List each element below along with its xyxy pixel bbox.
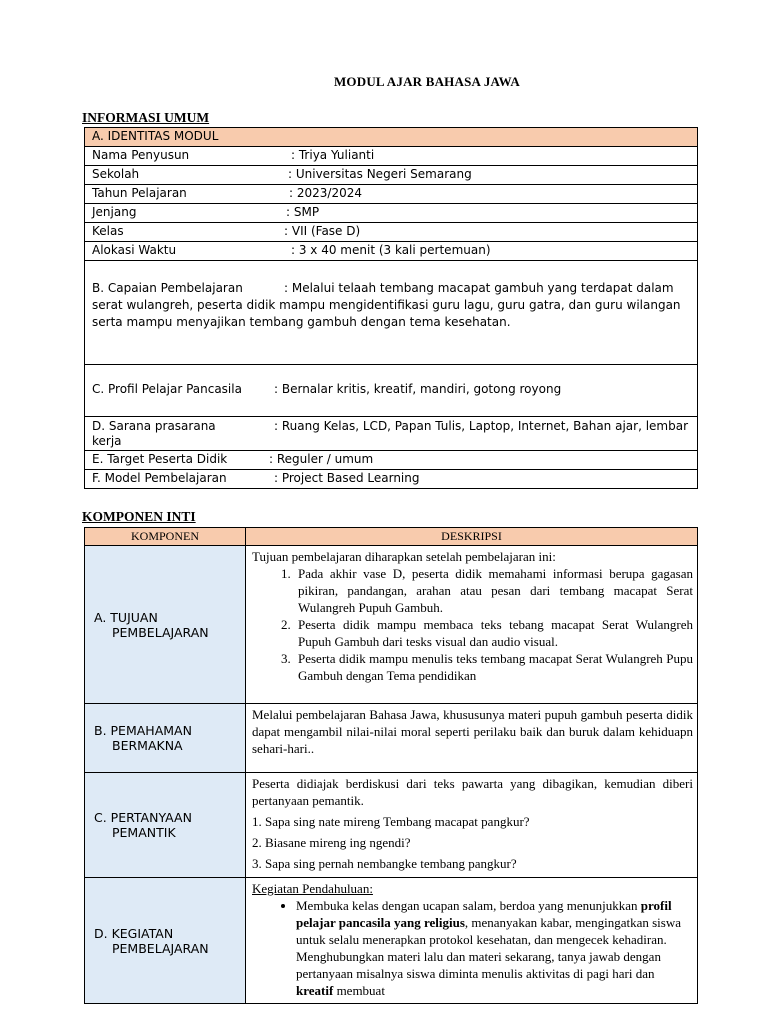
row-jenjang xyxy=(85,204,698,223)
kegiatan-list xyxy=(252,897,693,999)
tujuan-intro: Tujuan pembelajaran diharapkan setelah pembelajaran ini: xyxy=(252,549,556,564)
kegiatan-item xyxy=(296,897,693,999)
kegiatan-subtitle: Kegiatan Pendahuluan: xyxy=(252,881,373,896)
kegiatan-text-1: Membuka kelas dengan ucapan salam, berdoa yang menunjukkan xyxy=(296,898,641,913)
text-target: : Reguler / umum xyxy=(269,452,374,466)
tujuan-label-line2: PEMBELAJARAN xyxy=(112,624,209,640)
label-pertanyaan-pemantik xyxy=(85,773,246,878)
deskripsi-pemahaman xyxy=(246,704,698,773)
deskripsi-tujuan xyxy=(246,546,698,704)
section-informasi-umum-heading: INFORMASI UMUM xyxy=(82,110,210,125)
pertanyaan-item: 2. Biasane mireng ing ngendi? xyxy=(252,835,411,850)
label-target: E. Target Peserta Didik xyxy=(92,452,228,466)
label-profil: C. Profil Pelajar Pancasila xyxy=(92,382,242,396)
row-kelas xyxy=(85,223,698,242)
value-alokasi-waktu: : 3 x 40 menit (3 kali pertemuan) xyxy=(291,243,491,257)
pertanyaan-label-line1: C. PERTANYAAN xyxy=(94,810,192,825)
row-nama-penyusun xyxy=(85,147,698,166)
col-header-deskripsi: DESKRIPSI xyxy=(246,528,698,546)
kegiatan-label-line2: PEMBELAJARAN xyxy=(112,940,209,956)
value-tahun-pelajaran: : 2023/2024 xyxy=(289,186,362,200)
kegiatan-text-3: membuat xyxy=(333,983,385,998)
label-capaian: B. Capaian Pembelajaran xyxy=(92,281,243,295)
identitas-header: A. IDENTITAS MODUL xyxy=(85,128,698,147)
label-alokasi-waktu: Alokasi Waktu xyxy=(92,243,177,257)
pertanyaan-item: 3. Sapa sing pernah nembangke tembang pangkur? xyxy=(252,856,517,871)
identitas-modul-table xyxy=(84,127,698,489)
row-profil-pelajar xyxy=(85,365,698,417)
kegiatan-bold-2: kreatif xyxy=(296,983,334,998)
label-model: F. Model Pembelajaran xyxy=(92,471,227,485)
deskripsi-kegiatan xyxy=(246,878,698,1004)
tujuan-label-line1: A. TUJUAN xyxy=(94,609,158,625)
tujuan-list xyxy=(252,565,693,684)
value-nama-penyusun: : Triya Yulianti xyxy=(291,148,375,162)
pemahaman-label-line1: B. PEMAHAMAN xyxy=(94,723,192,738)
kegiatan-label-line1: D. KEGIATAN xyxy=(94,925,174,941)
pertanyaan-item: 1. Sapa sing nate mireng Tembang macapat pangkur? xyxy=(252,814,530,829)
label-tujuan-pembelajaran xyxy=(85,546,246,704)
row-model-pembelajaran xyxy=(85,470,698,489)
row-sarana-prasarana xyxy=(85,417,698,451)
document-title: MODUL AJAR BAHASA JAWA xyxy=(333,74,521,89)
row-sekolah xyxy=(85,166,698,185)
label-pemahaman-bermakna xyxy=(85,704,246,773)
text-sarana: : Ruang Kelas, LCD, Papan Tulis, Laptop, Internet, Bahan ajar, lembar kerja xyxy=(92,419,689,448)
pemahaman-label-line2: BERMAKNA xyxy=(112,738,183,753)
label-sekolah: Sekolah xyxy=(92,167,140,181)
pertanyaan-intro: Peserta didiajak berdiskusi dari teks pawarta yang dibagikan, kemudian diberi pertanyaan pemantik. xyxy=(252,776,693,808)
komponen-inti-table xyxy=(84,527,698,1004)
label-nama-penyusun: Nama Penyusun xyxy=(92,148,190,162)
col-header-komponen: KOMPONEN xyxy=(85,528,246,546)
value-kelas: : VII (Fase D) xyxy=(284,224,361,238)
label-kegiatan-pembelajaran xyxy=(85,878,246,1004)
tujuan-item: 1. Pada akhir vase D, peserta didik memahami informasi berupa gagasan pikiran, pandangan, arahan atau pesan dari tembang macapat Serat Wulangreh Pupuh Gambuh. xyxy=(294,565,693,616)
value-jenjang: : SMP xyxy=(286,205,320,219)
tujuan-item: 3. Peserta didik mampu menulis teks tembang macapat Serat Wulangreh Pupu Gambuh dengan Tema pendidikan xyxy=(294,650,693,684)
row-alokasi-waktu xyxy=(85,242,698,261)
label-sarana: D. Sarana prasarana xyxy=(92,419,216,433)
label-kelas: Kelas xyxy=(92,224,124,238)
text-model: : Project Based Learning xyxy=(274,471,420,485)
value-sekolah: : Universitas Negeri Semarang xyxy=(288,167,472,181)
deskripsi-pertanyaan xyxy=(246,773,698,878)
kegiatan-bold-1: profil pelajar pancasila yang religius xyxy=(296,898,672,930)
label-tahun-pelajaran: Tahun Pelajaran xyxy=(92,186,187,200)
row-capaian-pembelajaran xyxy=(85,261,698,365)
pemahaman-text: Melalui pembelajaran Bahasa Jawa, khususunya materi pupuh gambuh peserta didik dapat mengambil nilai-nilai moral seperti perilaku baik dan buruk dalam kehiduapn sehari-hari.. xyxy=(252,707,693,756)
section-komponen-inti-heading: KOMPONEN INTI xyxy=(82,509,196,524)
text-profil: : Bernalar kritis, kreatif, mandiri, gotong royong xyxy=(274,382,562,396)
tujuan-item: 2. Peserta didik mampu membaca teks tebang macapat Serat Wulangreh Pupuh Gambuh dari tesks visual dan audio visual. xyxy=(294,616,693,650)
row-target-peserta xyxy=(85,451,698,470)
pertanyaan-label-line2: PEMANTIK xyxy=(112,825,176,840)
kegiatan-text-2: , menanyakan kabar, mengingatkan siswa untuk selalu menerapkan protokol kesehatan, dan mengecek kehadiran. Menghubungkan materi lalu dan materi sekarang, tanya jawab dengan pertanyaan misalnya siswa diminta menulis aktivitas di pagi hari dan xyxy=(296,915,681,981)
row-tahun-pelajaran xyxy=(85,185,698,204)
label-jenjang: Jenjang xyxy=(92,205,137,219)
text-capaian: : Melalui telaah tembang macapat gambuh yang terdapat dalam serat wulangreh, peserta didik mampu mengidentifikasi guru lagu, guru gatra, dan guru wilangan serta mampu menyajikan tembang gambuh dengan tema kesehatan. xyxy=(92,281,681,329)
